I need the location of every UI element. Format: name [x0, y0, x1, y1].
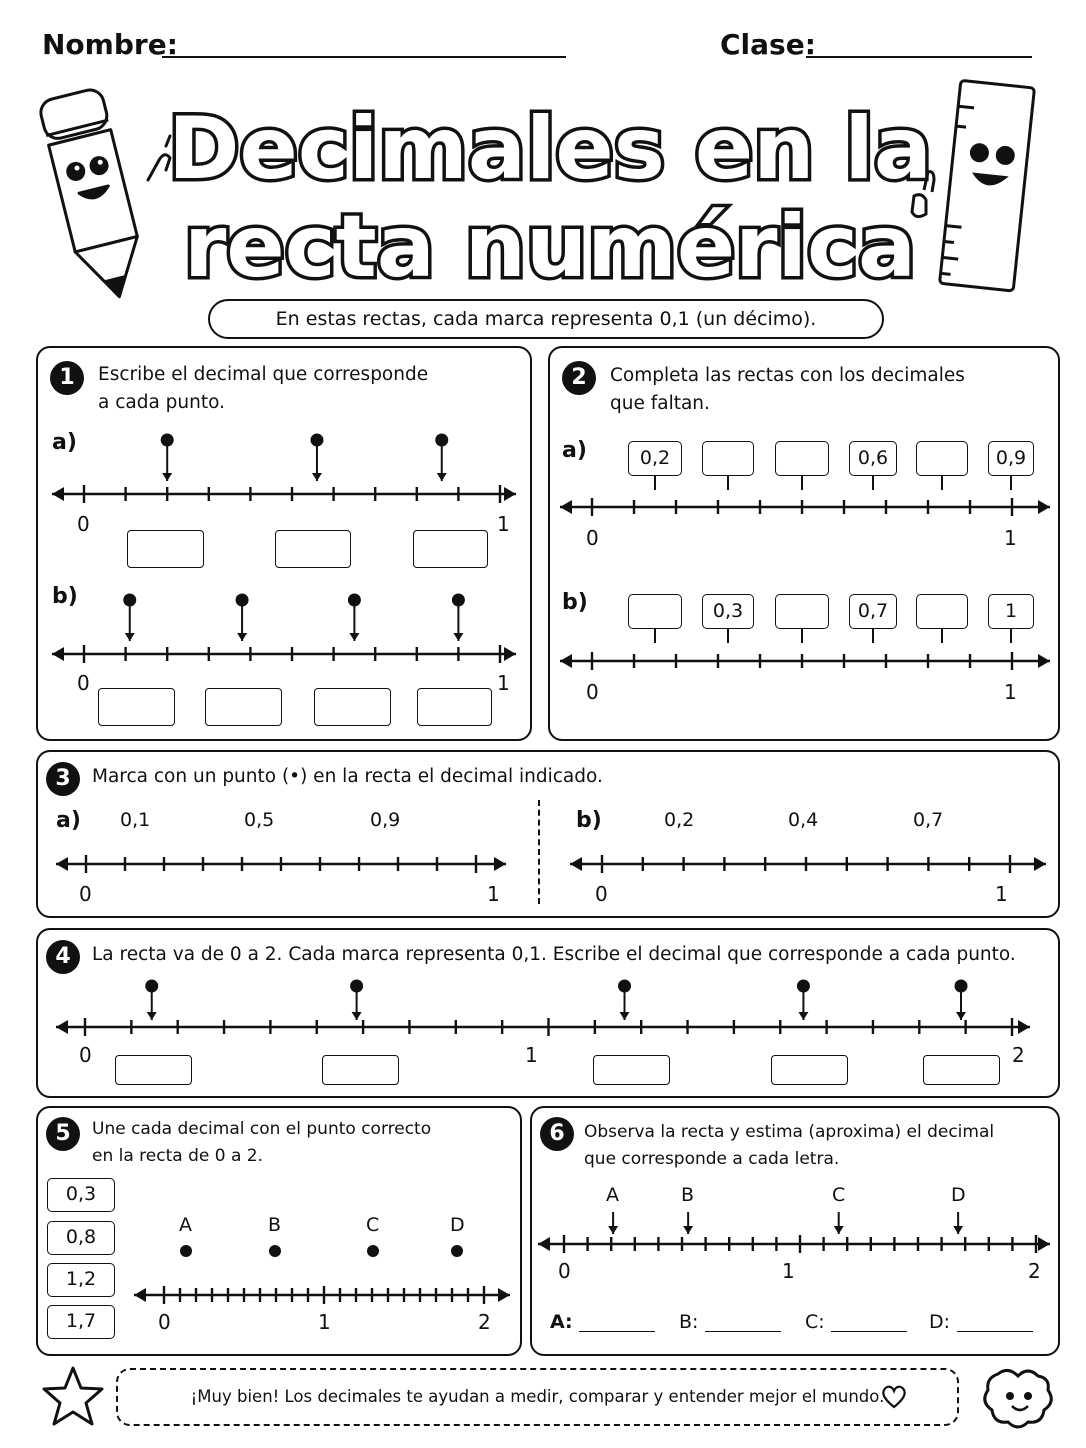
- answer-box[interactable]: [628, 594, 682, 629]
- exercise-1-instruction: Escribe el decimal que corresponde a cada punto.: [98, 364, 429, 413]
- answer-label-b: B:: [679, 1311, 699, 1333]
- point-label: A: [179, 1214, 192, 1236]
- given-value-box: 0,3: [702, 594, 754, 629]
- answer-box[interactable]: [775, 441, 829, 476]
- given-value-box: 0,6: [849, 441, 897, 476]
- exercise-2-part-b: b): [562, 590, 588, 615]
- exercise-1-part-b: b): [52, 584, 78, 609]
- ex1b-start-label: 0: [77, 671, 90, 695]
- title-line-2: recta numérica: [183, 197, 917, 297]
- pointer-line: [727, 629, 729, 643]
- intro-banner: En estas rectas, cada marca representa 0,1 (un décimo).: [208, 299, 884, 339]
- answer-box[interactable]: [98, 688, 175, 726]
- ex5-start-label: 0: [158, 1310, 171, 1334]
- exercise-5-number: 5: [46, 1117, 80, 1151]
- answer-box[interactable]: [205, 688, 282, 726]
- exercise-3-part-b: b): [576, 808, 602, 833]
- ex2a-start-label: 0: [586, 526, 599, 550]
- exercise-3-number: 3: [46, 762, 80, 796]
- number-line-6: [0, 0, 1, 1]
- decimal-option[interactable]: 1,7: [47, 1305, 115, 1339]
- answer-line-d[interactable]: [957, 1331, 1033, 1332]
- answer-line-a[interactable]: [579, 1331, 655, 1332]
- given-value-box: 1: [988, 594, 1034, 629]
- answer-box[interactable]: [417, 688, 492, 726]
- point-dot: [367, 1245, 379, 1257]
- exercise-6-number: 6: [540, 1117, 574, 1151]
- exercise-3-instruction: Marca con un punto (•) en la recta el decimal indicado.: [92, 766, 603, 787]
- given-value-box: 0,7: [849, 594, 897, 629]
- exercise-2-part-a: a): [562, 438, 587, 463]
- ex3b-end-label: 1: [995, 882, 1008, 906]
- exercise-1-part-a: a): [52, 430, 77, 455]
- answer-line-b[interactable]: [705, 1331, 781, 1332]
- point-label: D: [951, 1184, 966, 1206]
- title-line-1: Decimales en la: [168, 99, 932, 199]
- ex4-start-label: 0: [79, 1043, 92, 1067]
- heart-icon: [880, 1384, 908, 1410]
- answer-box[interactable]: [593, 1055, 670, 1085]
- divider: [538, 800, 540, 904]
- ex3b-value: 0,4: [788, 809, 819, 831]
- ex2a-end-label: 1: [1004, 526, 1017, 550]
- answer-box[interactable]: [775, 594, 829, 629]
- exercise-6-instruction: Observa la recta y estima (aproxima) el decimal que corresponde a cada letra.: [584, 1122, 995, 1169]
- ex1a-end-label: 1: [497, 512, 510, 536]
- answer-box[interactable]: [771, 1055, 848, 1085]
- pointer-line: [801, 476, 803, 490]
- ex3a-value: 0,9: [370, 809, 401, 831]
- ex2b-start-label: 0: [586, 680, 599, 704]
- ex4-end-label: 2: [1012, 1043, 1025, 1067]
- answer-box[interactable]: [275, 530, 351, 568]
- answer-box[interactable]: [702, 441, 754, 476]
- ex6-end-label: 2: [1028, 1259, 1041, 1283]
- answer-box[interactable]: [413, 530, 488, 568]
- answer-box[interactable]: [314, 688, 391, 726]
- answer-box[interactable]: [127, 530, 204, 568]
- ex6-start-label: 0: [558, 1259, 571, 1283]
- given-value-box: 0,9: [988, 441, 1034, 476]
- pointer-line: [872, 476, 874, 490]
- answer-label-d: D:: [929, 1311, 951, 1333]
- ex2b-end-label: 1: [1004, 680, 1017, 704]
- exercise-2-number: 2: [562, 361, 596, 395]
- pointer-line: [941, 476, 943, 490]
- class-field[interactable]: [806, 56, 1032, 58]
- pointer-line: [727, 476, 729, 490]
- pointer-line: [1010, 476, 1012, 490]
- pointer-line: [1010, 629, 1012, 643]
- name-label: Nombre:: [42, 28, 178, 61]
- ex5-end-label: 2: [478, 1310, 491, 1334]
- ex1a-start-label: 0: [77, 512, 90, 536]
- decimal-option[interactable]: 0,8: [47, 1221, 115, 1255]
- ex3a-start-label: 0: [79, 882, 92, 906]
- ex1b-end-label: 1: [497, 671, 510, 695]
- ex3b-value: 0,7: [913, 809, 944, 831]
- exercise-1-number: 1: [50, 361, 84, 395]
- point-dot: [180, 1245, 192, 1257]
- answer-box[interactable]: [923, 1055, 1000, 1085]
- exercise-3-part-a: a): [56, 808, 81, 833]
- decimal-option[interactable]: 1,2: [47, 1263, 115, 1297]
- point-dot: [451, 1245, 463, 1257]
- exercise-4-number: 4: [46, 940, 80, 974]
- point-label: A: [606, 1184, 619, 1206]
- given-value-box: 0,2: [628, 441, 682, 476]
- exercise-5-instruction: Une cada decimal con el punto correcto en la recta de 0 a 2.: [92, 1119, 432, 1166]
- answer-box[interactable]: [115, 1055, 192, 1085]
- ex3b-value: 0,2: [664, 809, 695, 831]
- point-label: C: [832, 1184, 846, 1206]
- ex3b-start-label: 0: [595, 882, 608, 906]
- exercise-4-instruction: La recta va de 0 a 2. Cada marca representa 0,1. Escribe el decimal que corresponde a cada punto.: [92, 944, 1016, 965]
- pointer-line: [654, 629, 656, 643]
- ex3a-value: 0,5: [244, 809, 275, 831]
- point-label: C: [366, 1214, 380, 1236]
- pointer-line: [654, 476, 656, 490]
- decimal-option[interactable]: 0,3: [47, 1178, 115, 1212]
- point-label: B: [681, 1184, 695, 1206]
- ex4-mid-label: 1: [525, 1043, 538, 1067]
- answer-line-c[interactable]: [831, 1331, 907, 1332]
- answer-box[interactable]: [916, 594, 968, 629]
- pointer-line: [801, 629, 803, 643]
- name-field[interactable]: [162, 56, 566, 58]
- pointer-line: [941, 629, 943, 643]
- answer-label-c: C:: [805, 1311, 825, 1333]
- ex6-mid-label: 1: [782, 1259, 795, 1283]
- star-icon: [40, 1364, 106, 1428]
- exercise-2-instruction: Completa las rectas con los decimales que faltan.: [610, 365, 965, 414]
- point-label: B: [268, 1214, 282, 1236]
- class-label: Clase:: [720, 28, 816, 61]
- footer-message: ¡Muy bien! Los decimales te ayudan a medir, comparar y entender mejor el mundo.: [116, 1368, 959, 1426]
- ex5-mid-label: 1: [318, 1310, 331, 1334]
- ex3a-value: 0,1: [120, 809, 151, 831]
- page-title: [168, 84, 932, 297]
- ex3a-end-label: 1: [487, 882, 500, 906]
- flower-mascot-icon: [976, 1364, 1060, 1432]
- answer-box[interactable]: [322, 1055, 399, 1085]
- answer-box[interactable]: [916, 441, 968, 476]
- point-label: D: [450, 1214, 465, 1236]
- answer-label-a: A:: [550, 1311, 573, 1333]
- point-dot: [269, 1245, 281, 1257]
- pointer-line: [872, 629, 874, 643]
